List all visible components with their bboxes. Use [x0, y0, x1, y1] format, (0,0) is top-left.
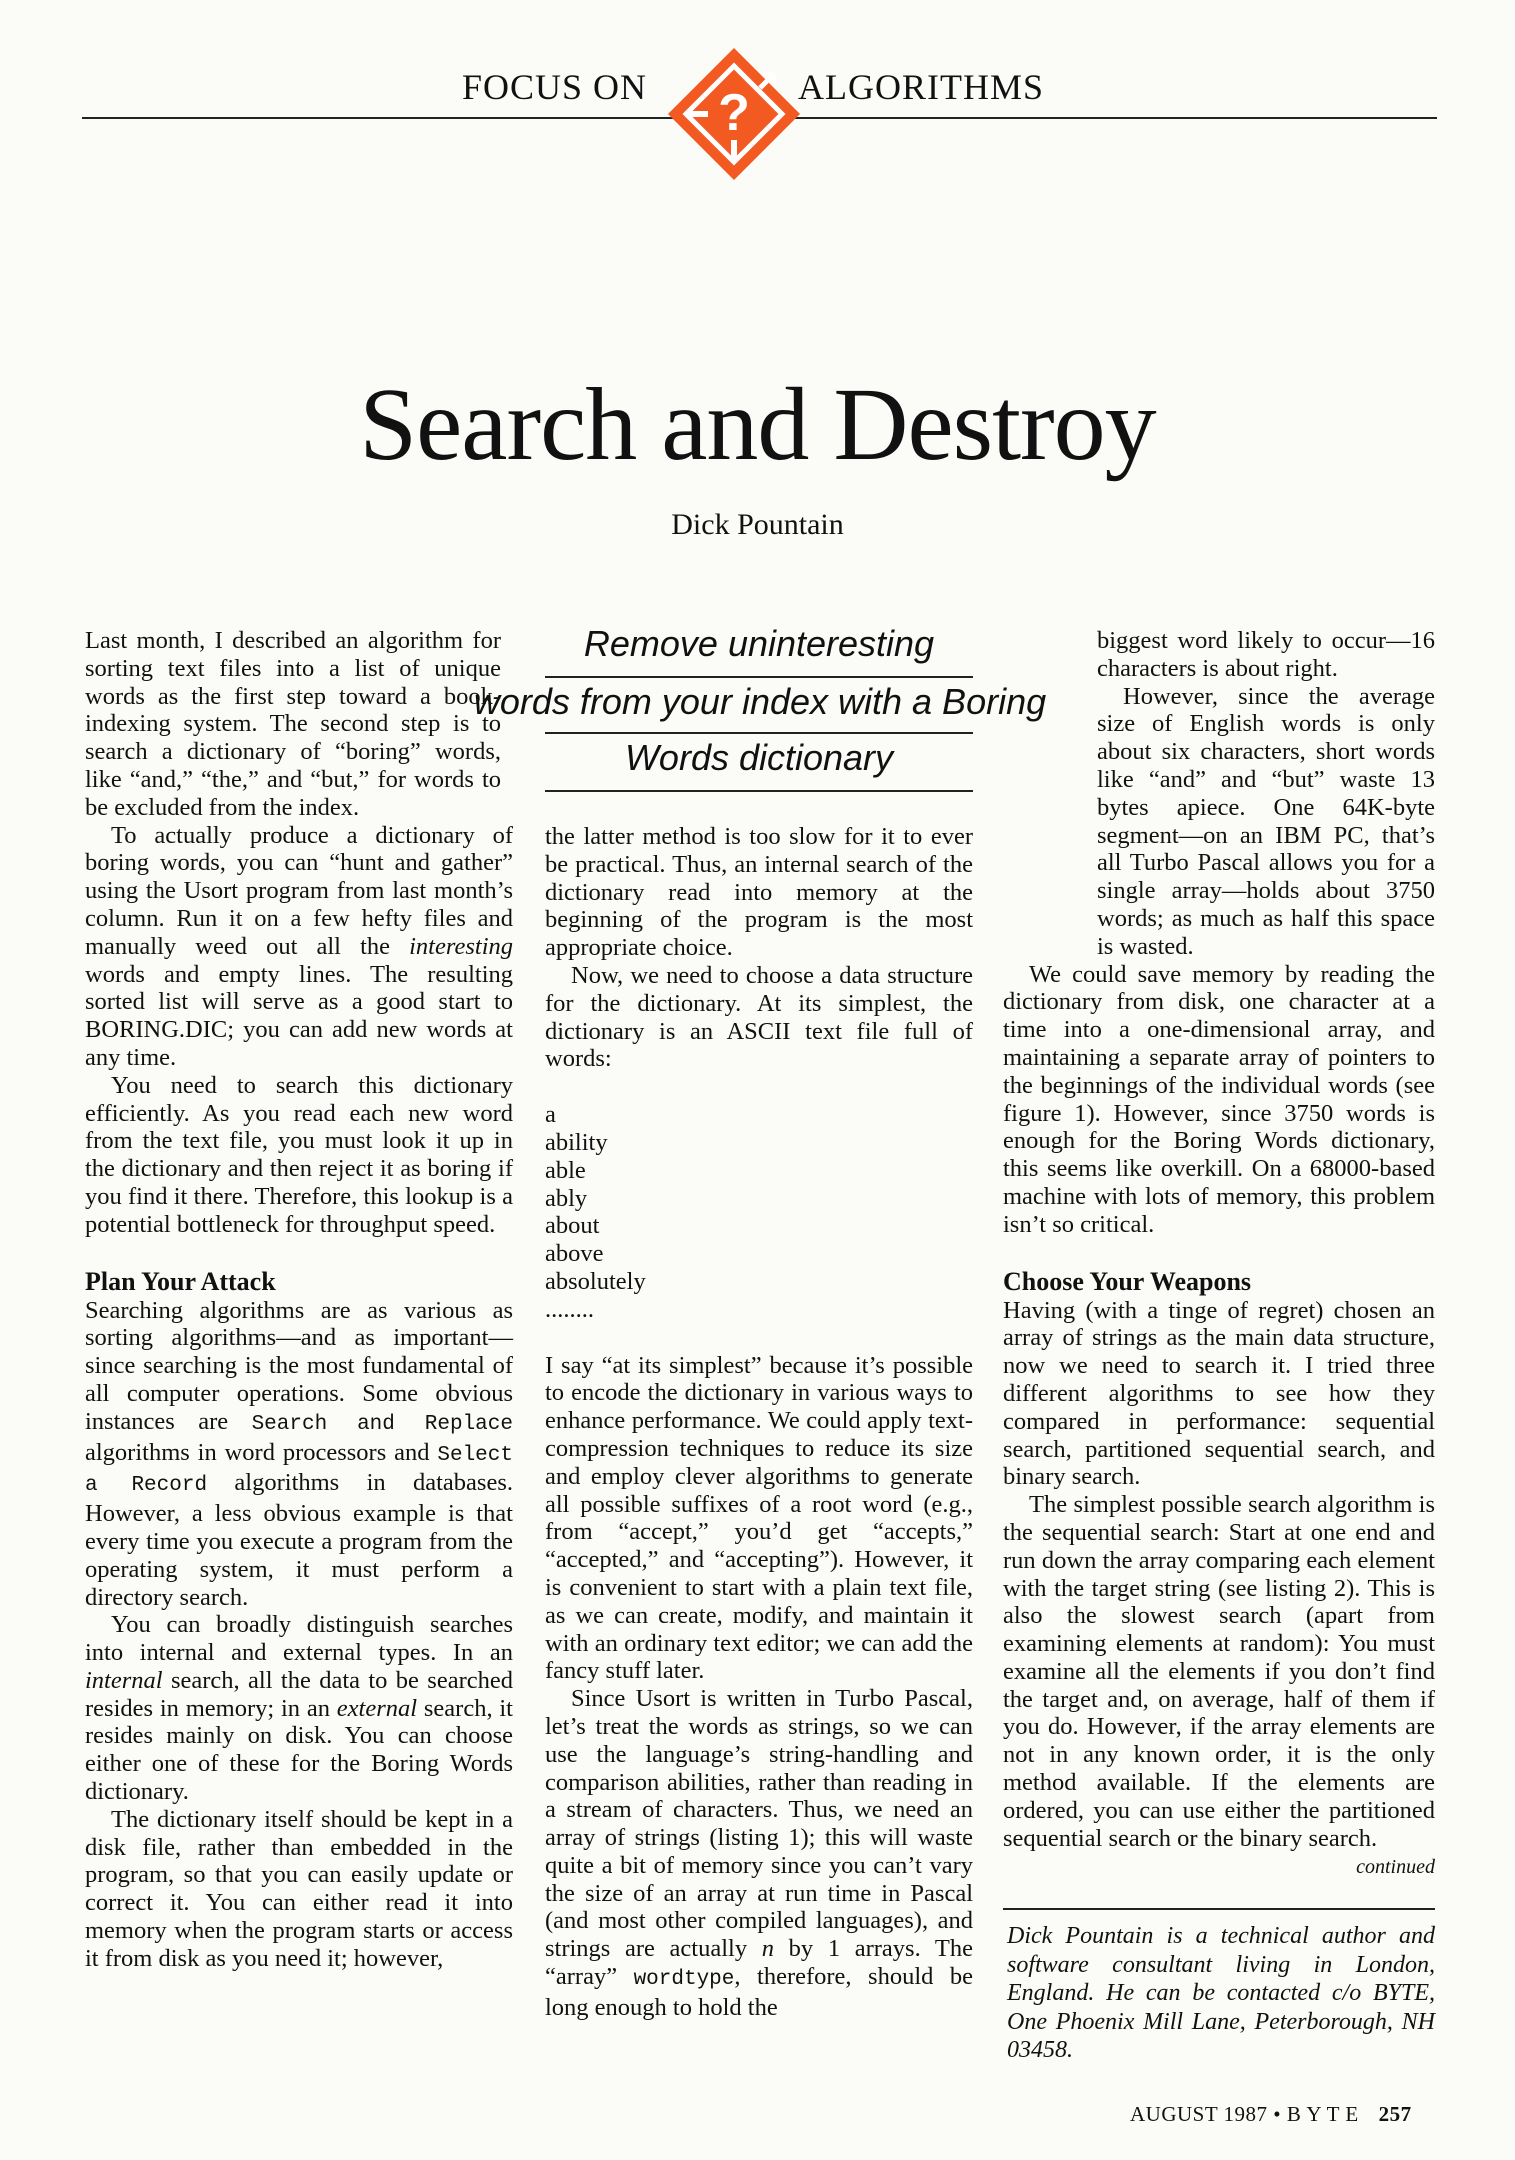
question-diamond-logo-icon	[664, 44, 804, 184]
list-item: absolutely	[545, 1267, 646, 1295]
list-item: able	[545, 1156, 586, 1184]
list-item: about	[545, 1212, 600, 1240]
bio-rule	[1003, 1908, 1435, 1910]
column-3	[1003, 627, 1435, 1882]
paragraph: Since Usort is written in Turbo Pascal, let’s treat the words as strings, so we can use the language’s string-handling and comparison abilities, rather than reading in a stream of characters. Thus, we need an array of strings (listing 1); this will waste quite a bit of memory since you can’t vary the size of an array at run time in Pascal (and most other compiled languages), and strings are actually n by 1 arrays. The “array” wordtype, therefore, should be long enough to hold the	[545, 1685, 974, 2021]
paragraph: Last month, I described an algorithm for sorting text files into a list of unique words as the first step toward a book-indexing system. The second step is to search a dictionary of “boring” words, like “and,” “the,” and “but,” for words to be excluded from the index.	[85, 627, 501, 821]
deck-rule	[545, 732, 973, 734]
word-list	[545, 1101, 973, 1323]
paragraph: We could save memory by reading the dictionary from disk, one character at a time into a one-dimensional array, and maintaining a separate array of pointers to the beginnings of the individual words (see figure 1). However, since 3750 words is enough for the Boring Words dictionary, this seems like overkill. On a 68000-based machine with lots of memory, this problem isn’t so critical.	[1003, 960, 1435, 1238]
column-2	[545, 823, 973, 2022]
paragraph: I say “at its simplest” because it’s possible to encode the dictionary in various ways to enhance performance. We could apply text-compression techniques to reduce its size and employ clever algorithms to generate all possible suffixes of a root word (e.g., from “accept,” you’d get “accepts,” “accepted,” and “accepting”). However, it is convenient to start with a plain text file, as we can create, modify, and maintain it with an ordinary text editor; we can add the fancy stuff later.	[545, 1351, 973, 1685]
page-footer	[1130, 2102, 1412, 2127]
paragraph: Having (with a tinge of regret) chosen an array of strings as the main data structure, now we need to search it. I tried three different algorithms to see how they compared in performance: sequential search, partitioned sequential search, and binary search.	[1003, 1296, 1435, 1491]
list-item: ability	[545, 1128, 608, 1156]
page-number: 257	[1378, 2102, 1412, 2126]
article-title: Search and Destroy	[359, 367, 1156, 482]
paragraph: The dictionary itself should be kept in a disk file, rather than embedded in the program, so that you can easily update or correct it. You can either read it into memory when the program starts or access it from disk as you need it; however,	[85, 1805, 513, 1972]
section-heading: Choose Your Weapons	[1003, 1266, 1252, 1296]
deck-line-1: Remove uninteresting	[583, 623, 935, 664]
section-label-focus-on: FOCUS ON	[462, 67, 648, 107]
list-item: ably	[545, 1184, 588, 1212]
column-1	[85, 627, 513, 1973]
paragraph: The simplest possible search algorithm is the sequential search: Start at one end and run down the array comparing each element with the target string (see listing 2). This is also the slowest search (apart from examining elements at random): You must examine all the elements if you don’t find the target and, on average, half of them if you do. However, if the array elements are not in any known order, it is the only method available. If the elements are ordered, you can use either the partitioned sequential search or the binary search.	[1003, 1491, 1435, 1852]
paragraph: You can broadly distinguish searches into internal and external types. In an internal search, all the data to be searched resides in memory; in an external search, it resides mainly on disk. You can choose either one of these for the Boring Words dictionary.	[85, 1611, 513, 1806]
paragraph: Now, we need to choose a data structure for the dictionary. At its simplest, the dictionary is an ASCII text file full of words:	[545, 961, 973, 1073]
paragraph: You need to search this dictionary efficiently. As you read each new word from the text file, you must look it up in the dictionary and then reject it as boring if you find it there. Therefore, this lookup is a potential bottleneck for throughput speed.	[85, 1071, 513, 1238]
issue-label: AUGUST 1987 • B Y T E	[1130, 2102, 1359, 2126]
paragraph: To actually produce a dictionary of boring words, you can “hunt and gather” using the Usort program from last month’s column. Run it on a few hefty files and manually weed out all the interesting words and empty lines. The resulting sorted list will serve as a good start to BORING.DIC; you can add new words at any time.	[85, 821, 513, 1071]
deck-line-3: Words dictionary	[624, 737, 894, 778]
paragraph: However, since the average size of English words is only about six characters, short words like “and” and “but” waste 13 bytes apiece. One 64K-byte segment—on an IBM PC, that’s all Turbo Pascal allows you for a single array—holds about 3750 words; as much as half this space is wasted.	[1097, 682, 1435, 960]
author-bio: Dick Pountain is a technical author and software consultant living in London, England. He can be contacted c/o BYTE, One Phoenix Mill Lane, Peterborough, NH 03458.	[1007, 1923, 1435, 2063]
paragraph: the latter method is too slow for it to ever be practical. Thus, an internal search of the dictionary read into memory at the beginning of the program is the most appropriate choice.	[545, 823, 973, 962]
deck-rule	[545, 676, 973, 678]
logo-question-mark: ?	[718, 84, 750, 142]
section-heading: Plan Your Attack	[85, 1266, 276, 1296]
paragraph: Searching algorithms are as various as sorting algorithms—and as important—since searching is the most fundamental of all computer operations. Some obvious instances are Search and Replace algorithms in word processors and Select a Record algorithms in databases. However, a less obvious example is that every time you execute a program from the operating system, it must perform a directory search.	[85, 1296, 513, 1611]
article-author: Dick Pountain	[671, 508, 844, 541]
continued-label: continued	[1356, 1856, 1435, 1879]
list-item: above	[545, 1240, 604, 1268]
list-item: a	[545, 1101, 556, 1129]
section-label-algorithms: ALGORITHMS	[798, 67, 1045, 107]
paragraph: biggest word likely to occur—16 characters is about right.	[1097, 627, 1435, 682]
list-item: ........	[545, 1295, 594, 1323]
deck-line-2: words from your index with a Boring	[473, 681, 1047, 722]
deck-rule	[545, 790, 973, 792]
